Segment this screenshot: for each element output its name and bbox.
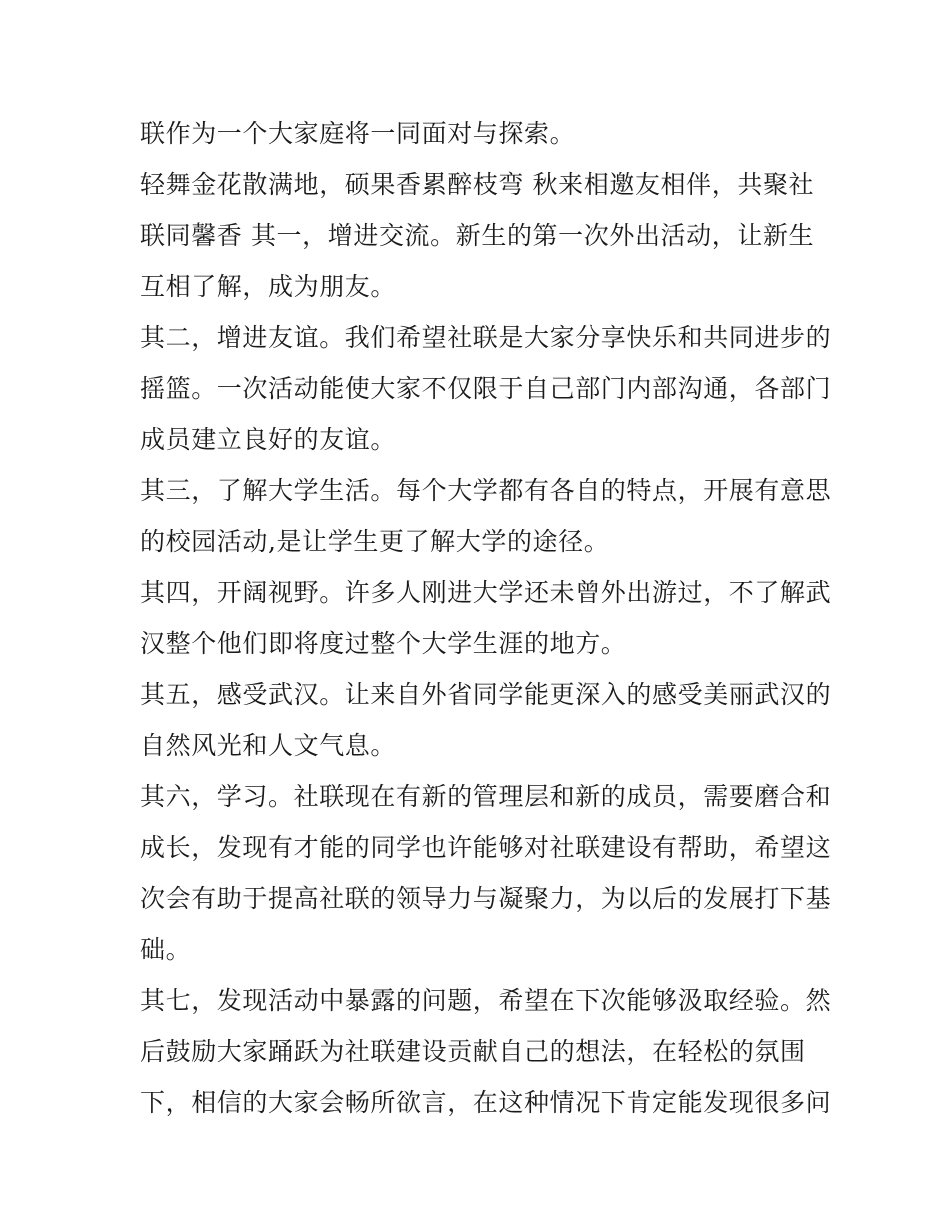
text-line: 其五，感受武汉。让来自外省同学能更深入的感受美丽武汉的 <box>140 680 832 709</box>
text-line: 其二，增进友谊。我们希望社联是大家分享快乐和共同进步的 <box>140 323 832 352</box>
text-line: 轻舞金花散满地，硕果香累醉枝弯 秋来相邀友相伴，共聚社 <box>140 170 815 199</box>
text-line: 自然风光和人文气息。 <box>140 731 397 760</box>
text-line: 下，相信的大家会畅所欲言，在这种情况下肯定能发现很多问 <box>140 1088 832 1117</box>
text-line: 其七，发现活动中暴露的问题，希望在下次能够汲取经验。然 <box>140 986 832 1015</box>
text-line: 其四，开阔视野。许多人刚进大学还未曾外出游过，不了解武 <box>140 578 832 607</box>
document-body <box>140 108 832 1128</box>
text-line: 次会有助于提高社联的领导力与凝聚力，为以后的发展打下基 <box>140 884 832 913</box>
text-line: 成员建立良好的友谊。 <box>140 425 397 454</box>
text-line: 的校园活动,是让学生更了解大学的途径。 <box>140 527 610 556</box>
text-line: 联同馨香 其一，增进交流。新生的第一次外出活动，让新生 <box>140 221 815 250</box>
text-line: 互相了解，成为朋友。 <box>140 272 397 301</box>
text-line: 联作为一个大家庭将一同面对与探索。 <box>140 119 576 148</box>
text-line: 其三，了解大学生活。每个大学都有各自的特点，开展有意思 <box>140 476 832 505</box>
text-line: 成长，发现有才能的同学也许能够对社联建设有帮助，希望这 <box>140 833 832 862</box>
text-line: 汉整个他们即将度过整个大学生涯的地方。 <box>140 629 627 658</box>
text-line: 础。 <box>140 935 192 964</box>
text-line: 摇篮。一次活动能使大家不仅限于自己部门内部沟通，各部门 <box>140 374 832 403</box>
text-line: 其六，学习。社联现在有新的管理层和新的成员，需要磨合和 <box>140 782 832 811</box>
text-line: 后鼓励大家踊跃为社联建设贡献自己的想法，在轻松的氛围 <box>140 1037 806 1066</box>
